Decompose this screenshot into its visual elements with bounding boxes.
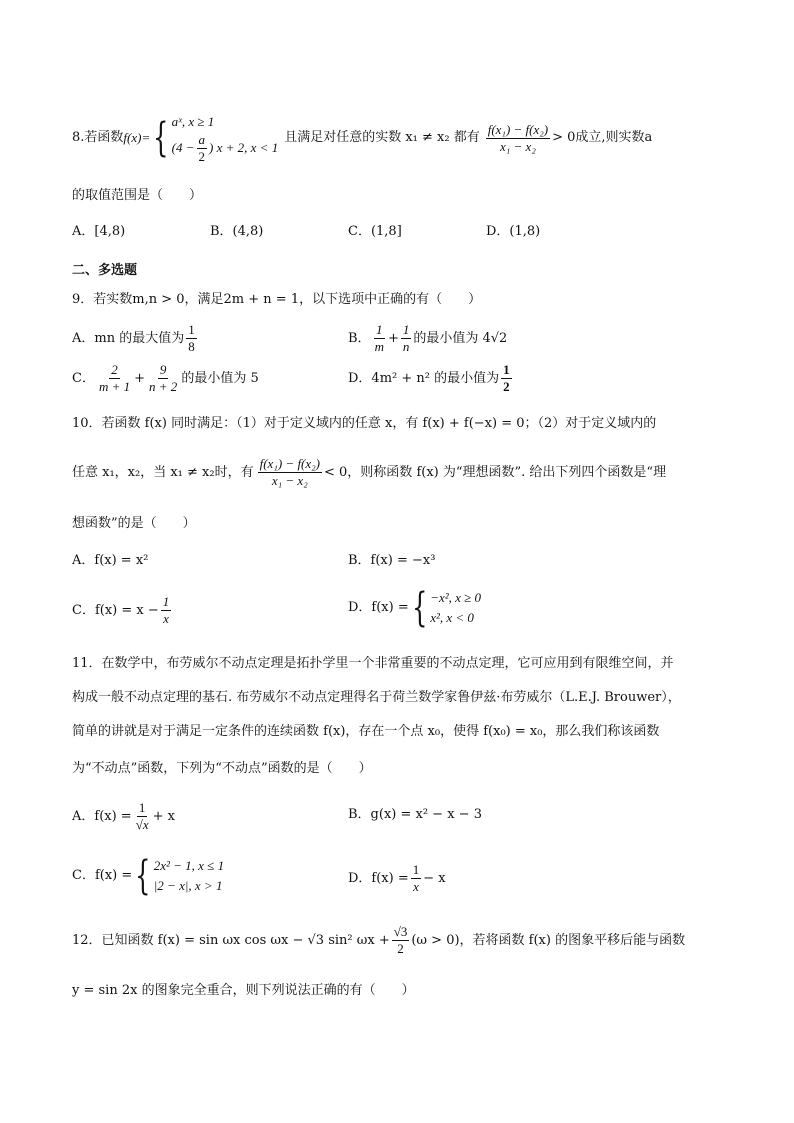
q10-d-case1: −x², x ≥ 0 <box>430 590 482 605</box>
q10-d-brace: { <box>411 585 428 631</box>
q8-line2: 的取值范围是（ ） <box>72 188 203 203</box>
q12-num: √3 <box>393 924 408 939</box>
q11-d-post: − x <box>423 870 446 886</box>
q11-option-d[interactable] <box>348 862 446 895</box>
q11-a-num: 1 <box>138 800 146 815</box>
q10-option-b[interactable]: B．f(x) = −x³ <box>348 553 436 568</box>
q11-c-case2: |2 − x|, x > 1 <box>153 878 223 893</box>
q12-den: 2 <box>397 941 404 956</box>
q8-fx: f(x)= <box>123 130 151 145</box>
q12-line1 <box>72 924 685 957</box>
q9-b-d2: n <box>402 339 410 354</box>
q8-option-c[interactable]: C．(1,8] <box>348 224 402 239</box>
q11-line3: 简单的讲就是对于满足一定条件的连续函数 f(x)，存在一个点 x₀，使得 f(x₀) = x₀，那么我们称该函数 <box>72 724 660 739</box>
q11-c-brace: { <box>135 853 151 899</box>
q10-line3: 想函数”的是（ ） <box>72 516 196 531</box>
q12-line2: y = sin 2x 的图象完全重合，则下列说法正确的有（ ） <box>72 983 415 998</box>
q9-option-a[interactable] <box>72 322 199 355</box>
q8-option-b[interactable]: B．(4,8) <box>210 224 264 239</box>
q8-case1: aˣ, x ≥ 1 <box>171 113 215 129</box>
q11-d-num: 1 <box>412 862 420 877</box>
q11-d-den: x <box>413 879 419 894</box>
q11-option-c[interactable] <box>72 853 225 899</box>
q8-frac-num: f(x₁) − f(x₂) <box>487 121 549 137</box>
q9-a-num: 1 <box>188 322 195 337</box>
q9-b-plus: + <box>387 330 399 346</box>
q10-option-d[interactable] <box>348 585 482 631</box>
q12-post: (ω > 0)，若将函数 f(x) 的图象平移后能与函数 <box>411 932 686 948</box>
q9-b-d1: m <box>374 339 384 354</box>
q9-stem: 9．若实数m,n > 0，满足2m + n = 1，以下选项中正确的有（ ） <box>72 292 482 307</box>
q11-line4: 为“不动点”函数，下列为“不动点”函数的是（ ） <box>72 761 372 776</box>
q11-a-pre: A．f(x) = <box>72 808 132 824</box>
q10-line2-pre: 任意 x₁，x₂，当 x₁ ≠ x₂时，有 <box>72 464 254 480</box>
q10-d-case2: x², x < 0 <box>430 610 474 625</box>
q8-piecewise <box>172 112 279 165</box>
q12-pre: 12．已知函数 f(x) = sin ωx cos ωx − √3 sin² ωx + <box>72 932 390 948</box>
q9-option-b[interactable] <box>348 322 507 355</box>
q9-c-d2: n + 2 <box>149 379 178 394</box>
q10-line2 <box>72 456 666 489</box>
q9-b-n2: 1 <box>402 322 410 337</box>
q8-option-d[interactable]: D．(1,8) <box>486 224 541 239</box>
q9-c-d1: m + 1 <box>98 379 131 394</box>
q10-line1: 10．若函数 f(x) 同时满足：（1）对于定义域内的任意 x，有 f(x) + f(−x) = 0；（2）对于定义域内的 <box>72 416 657 431</box>
q9-a-text: A．mn 的最大值为 <box>72 330 185 346</box>
q10-c-num: 1 <box>162 594 170 609</box>
q9-d-num: 1 <box>503 362 510 377</box>
q9-b-n1: 1 <box>376 322 383 337</box>
q10-option-c[interactable] <box>72 594 173 627</box>
q8-option-a[interactable]: A．[4,8) <box>72 224 126 239</box>
q8-frac-den: x₁ − x₂ <box>499 138 536 154</box>
q8-prefix: 8.若函数 <box>72 130 124 145</box>
q9-c-pre: C． <box>72 370 95 386</box>
q8-case2-den: 2 <box>198 148 206 164</box>
q8-middle: 且满足对任意的实数 x₁ ≠ x₂ 都有 <box>284 130 480 145</box>
q11-a-den: √x <box>135 817 149 832</box>
q9-d-den: 2 <box>503 379 510 394</box>
q11-line1: 11．在数学中，布劳威尔不动点定理是拓扑学里一个非常重要的不动点定理，它可应用到有限维空间，并 <box>72 656 674 671</box>
q8-case2-num: a <box>198 131 206 147</box>
q9-option-c[interactable] <box>72 362 259 395</box>
q10-c-pre: C．f(x) = x − <box>72 602 159 618</box>
q11-c-case1: 2x² − 1, x ≤ 1 <box>153 858 225 873</box>
q11-option-a[interactable] <box>72 800 175 833</box>
q9-c-post: 的最小值为 5 <box>181 370 259 386</box>
q11-d-pre: D．f(x) = <box>348 870 409 886</box>
q10-frac-den: x₁ − x₂ <box>271 473 308 488</box>
q8-stem <box>72 106 652 170</box>
q11-line2: 构成一般不动点定理的基石. 布劳威尔不动点定理得名于荷兰数学家鲁伊兹·布劳威尔（L.E.J. Brouwer）， <box>72 690 681 705</box>
section-title-multiple-choice: 二、多选题 <box>72 263 138 278</box>
q9-c-plus: + <box>134 370 146 386</box>
q8-suffix: > 0成立,则实数a <box>552 130 653 145</box>
q10-line2-post: < 0，则称函数 f(x) 为“理想函数”. 给出下列四个函数是“理 <box>324 464 667 480</box>
q10-option-a[interactable]: A．f(x) = x² <box>72 553 149 568</box>
q9-a-den: 8 <box>188 339 195 354</box>
q11-a-post: + x <box>152 808 175 824</box>
q9-b-pre: B． <box>348 330 371 346</box>
q8-case2b: ) x + 2, x < 1 <box>209 140 279 155</box>
q9-d-text: D．4m² + n² 的最小值为 <box>348 370 500 386</box>
q11-option-b[interactable]: B．g(x) = x² − x − 3 <box>348 807 482 822</box>
q8-brace: { <box>153 115 169 161</box>
q9-option-d[interactable] <box>348 362 514 395</box>
q9-b-post: 的最小值为 4√2 <box>413 330 508 346</box>
q10-d-pre: D．f(x) = <box>348 600 409 615</box>
q9-c-n1: 2 <box>111 362 118 377</box>
q10-c-den: x <box>163 611 169 626</box>
q8-case2a: (4 − <box>171 140 195 155</box>
q11-c-pre: C．f(x) = <box>72 868 133 883</box>
q9-c-n2: 9 <box>159 362 167 377</box>
q10-frac-num: f(x₁) − f(x₂) <box>259 456 321 471</box>
